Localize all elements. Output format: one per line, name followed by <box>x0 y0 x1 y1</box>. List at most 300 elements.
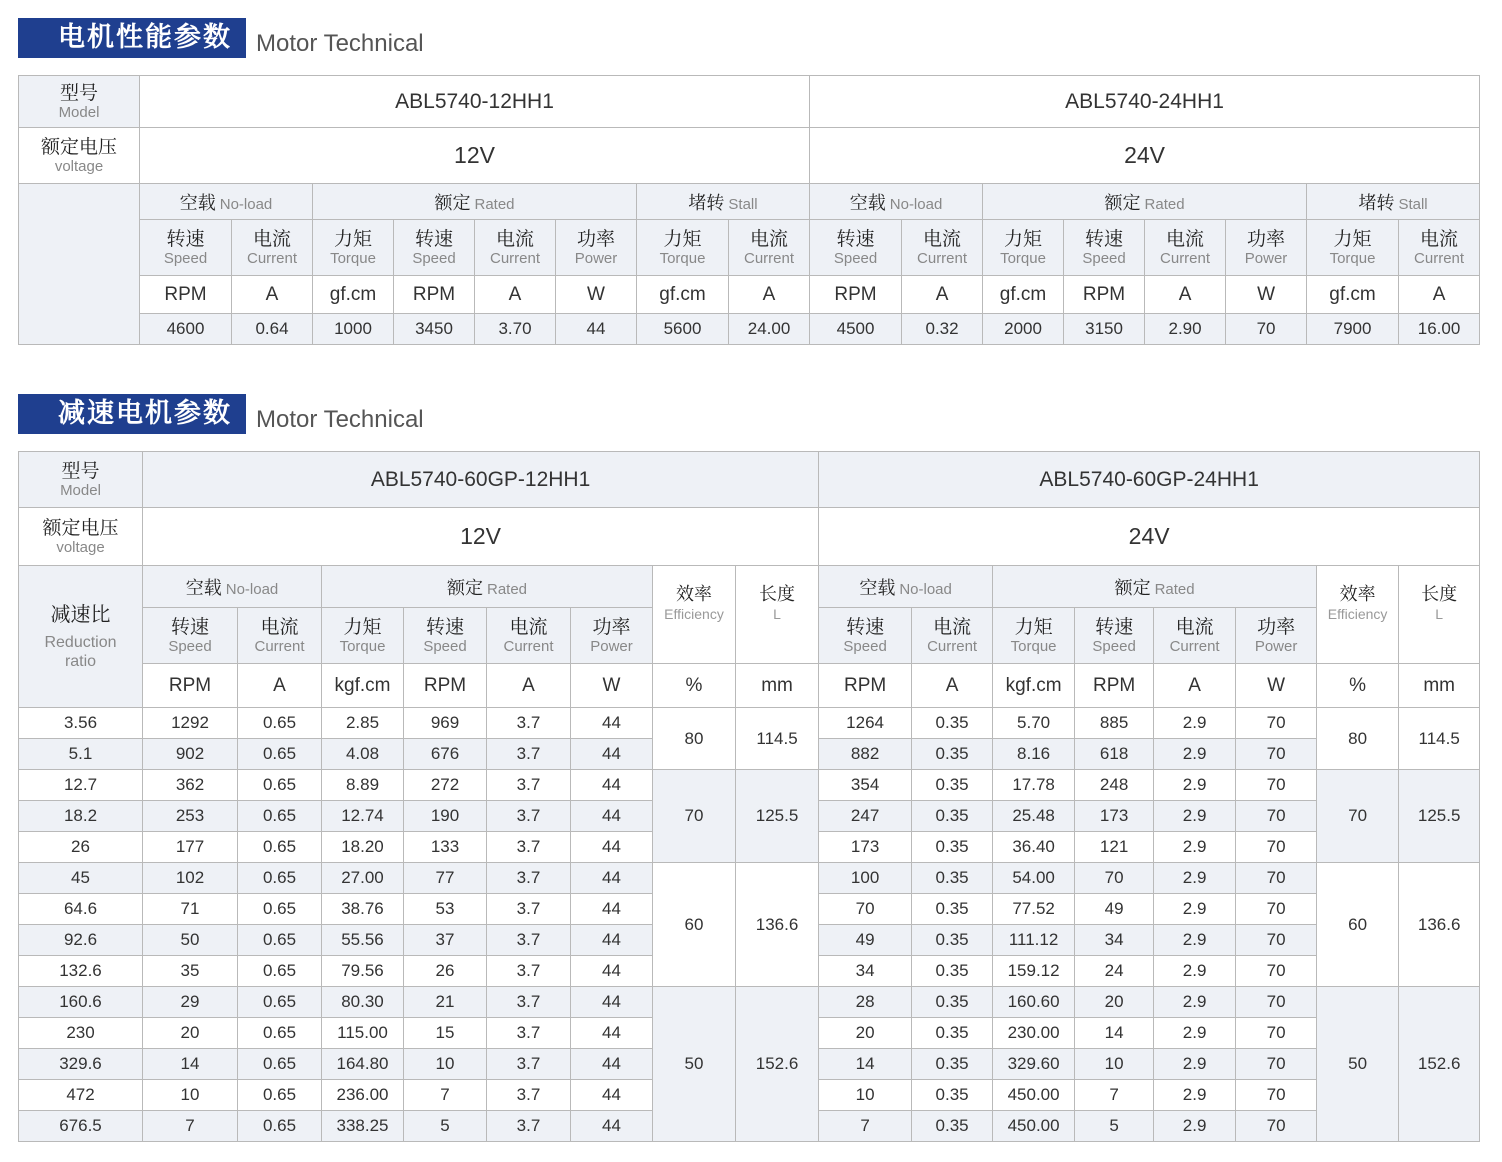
group-noload: 空载 No-load <box>819 566 993 608</box>
value-cell: 102 <box>143 863 238 894</box>
reduction-ratio: 5.1 <box>19 739 143 770</box>
value-cell: 272 <box>404 770 487 801</box>
value-cell: 2.9 <box>1154 894 1236 925</box>
column-header: 功率 Power <box>1236 608 1317 664</box>
value-cell: 20 <box>143 1018 238 1049</box>
value-cell: 0.65 <box>238 1111 322 1142</box>
length-value: 114.5 <box>1399 708 1480 770</box>
length-value: 125.5 <box>736 770 819 863</box>
value-cell: 3.7 <box>487 925 571 956</box>
value-cell: 0.35 <box>912 1049 993 1080</box>
value-cell: 7 <box>819 1111 912 1142</box>
reduction-ratio: 12.7 <box>19 770 143 801</box>
table-row <box>19 708 1480 739</box>
value-cell: 0.65 <box>238 770 322 801</box>
value-cell: 329.60 <box>993 1049 1075 1080</box>
value-cell: 27.00 <box>322 863 404 894</box>
column-header: 力矩 Torque <box>322 608 404 664</box>
value-cell: 3.7 <box>487 739 571 770</box>
value-cell: 1000 <box>313 314 394 345</box>
value-cell: 10 <box>143 1080 238 1111</box>
group-noload: 空载 No-load <box>143 566 322 608</box>
reduction-ratio: 160.6 <box>19 987 143 1018</box>
value-cell: 3.7 <box>487 987 571 1018</box>
model-name: ABL5740-24HH1 <box>810 76 1480 128</box>
value-cell: 3.70 <box>475 314 556 345</box>
value-cell: 44 <box>571 832 653 863</box>
efficiency-value: 80 <box>653 708 736 770</box>
value-cell: 10 <box>1075 1049 1154 1080</box>
value-cell: 70 <box>1236 832 1317 863</box>
group-noload: 空载 No-load <box>140 184 313 220</box>
length-value: 152.6 <box>1399 987 1480 1142</box>
value-cell: 70 <box>1236 1018 1317 1049</box>
value-cell: 50 <box>143 925 238 956</box>
value-cell: 28 <box>819 987 912 1018</box>
column-header: 转速 Speed <box>810 220 902 276</box>
value-cell: 0.35 <box>912 708 993 739</box>
column-header: 电流 Current <box>912 608 993 664</box>
value-cell: 70 <box>1236 708 1317 739</box>
value-cell: 55.56 <box>322 925 404 956</box>
value-cell: 902 <box>143 739 238 770</box>
value-cell: 70 <box>1236 894 1317 925</box>
value-cell: 0.32 <box>902 314 983 345</box>
column-header: 功率 Power <box>571 608 653 664</box>
reduction-ratio-label: 减速比 Reduction ratio <box>19 566 143 708</box>
reduction-ratio: 64.6 <box>19 894 143 925</box>
value-cell: 969 <box>404 708 487 739</box>
value-cell: 70 <box>1226 314 1307 345</box>
value-cell: 14 <box>1075 1018 1154 1049</box>
value-cell: 2.9 <box>1154 739 1236 770</box>
group-rated: 额定 Rated <box>993 566 1317 608</box>
unit-cell: % <box>653 664 736 708</box>
value-cell: 53 <box>404 894 487 925</box>
column-header: 力矩 Torque <box>983 220 1064 276</box>
value-cell: 253 <box>143 801 238 832</box>
value-cell: 34 <box>819 956 912 987</box>
column-header: 力矩 Torque <box>637 220 729 276</box>
value-cell: 35 <box>143 956 238 987</box>
value-cell: 111.12 <box>993 925 1075 956</box>
value-cell: 3.7 <box>487 832 571 863</box>
column-header: 力矩 Torque <box>1307 220 1399 276</box>
value-cell: 38.76 <box>322 894 404 925</box>
value-cell: 0.65 <box>238 956 322 987</box>
value-cell: 0.65 <box>238 894 322 925</box>
length-value: 136.6 <box>736 863 819 987</box>
value-cell: 70 <box>1236 1111 1317 1142</box>
unit-cell: RPM <box>394 276 475 314</box>
value-cell: 2.90 <box>1145 314 1226 345</box>
length-value: 152.6 <box>736 987 819 1142</box>
value-cell: 34 <box>1075 925 1154 956</box>
value-cell: 44 <box>571 1049 653 1080</box>
unit-cell: RPM <box>140 276 232 314</box>
value-cell: 20 <box>1075 987 1154 1018</box>
value-cell: 44 <box>571 863 653 894</box>
value-cell: 36.40 <box>993 832 1075 863</box>
group-noload: 空载 No-load <box>810 184 983 220</box>
value-cell: 79.56 <box>322 956 404 987</box>
value-cell: 3150 <box>1064 314 1145 345</box>
value-cell: 7 <box>143 1111 238 1142</box>
value-cell: 3.7 <box>487 863 571 894</box>
value-cell: 0.65 <box>238 925 322 956</box>
value-cell: 2.9 <box>1154 956 1236 987</box>
value-cell: 70 <box>1236 1080 1317 1111</box>
group-rated: 额定 Rated <box>983 184 1307 220</box>
efficiency-value: 50 <box>653 987 736 1142</box>
length-value: 114.5 <box>736 708 819 770</box>
value-cell: 77 <box>404 863 487 894</box>
motor-title-en: Motor Technical <box>256 30 424 57</box>
value-cell: 0.35 <box>912 1111 993 1142</box>
value-cell: 20 <box>819 1018 912 1049</box>
column-header: 转速 Speed <box>1064 220 1145 276</box>
value-cell: 80.30 <box>322 987 404 1018</box>
value-cell: 618 <box>1075 739 1154 770</box>
value-cell: 247 <box>819 801 912 832</box>
value-cell: 26 <box>404 956 487 987</box>
group-stall: 堵转 Stall <box>637 184 810 220</box>
column-header: 力矩 Torque <box>993 608 1075 664</box>
efficiency-value: 70 <box>1317 770 1399 863</box>
value-cell: 70 <box>1075 863 1154 894</box>
column-header: 电流 Current <box>1145 220 1226 276</box>
unit-cell: A <box>729 276 810 314</box>
value-cell: 0.65 <box>238 1080 322 1111</box>
value-cell: 2.9 <box>1154 770 1236 801</box>
value-cell: 2.9 <box>1154 708 1236 739</box>
value-cell: 70 <box>1236 1049 1317 1080</box>
value-cell: 70 <box>1236 925 1317 956</box>
unit-cell: W <box>1236 664 1317 708</box>
value-cell: 0.65 <box>238 739 322 770</box>
value-cell: 44 <box>571 1018 653 1049</box>
value-cell: 173 <box>1075 801 1154 832</box>
value-cell: 70 <box>1236 956 1317 987</box>
value-cell: 16.00 <box>1399 314 1480 345</box>
column-header: 电流 Current <box>1154 608 1236 664</box>
value-cell: 2.9 <box>1154 925 1236 956</box>
model-name: ABL5740-60GP-24HH1 <box>819 452 1480 508</box>
column-header: 转速 Speed <box>404 608 487 664</box>
table-row <box>19 987 1480 1018</box>
value-cell: 0.35 <box>912 739 993 770</box>
column-header: 电流 Current <box>232 220 313 276</box>
value-cell: 7 <box>1075 1080 1154 1111</box>
value-cell: 17.78 <box>993 770 1075 801</box>
value-cell: 24 <box>1075 956 1154 987</box>
unit-cell: RPM <box>1064 276 1145 314</box>
column-header: 功率 Power <box>556 220 637 276</box>
value-cell: 2.9 <box>1154 863 1236 894</box>
reduction-ratio: 18.2 <box>19 801 143 832</box>
value-cell: 236.00 <box>322 1080 404 1111</box>
value-cell: 3.7 <box>487 1111 571 1142</box>
reduction-ratio: 132.6 <box>19 956 143 987</box>
value-cell: 37 <box>404 925 487 956</box>
value-cell: 1264 <box>819 708 912 739</box>
value-cell: 5.70 <box>993 708 1075 739</box>
value-cell: 8.16 <box>993 739 1075 770</box>
group-rated: 额定 Rated <box>322 566 653 608</box>
unit-cell: W <box>556 276 637 314</box>
value-cell: 5 <box>1075 1111 1154 1142</box>
value-cell: 2.9 <box>1154 801 1236 832</box>
value-cell: 0.35 <box>912 832 993 863</box>
length-value: 136.6 <box>1399 863 1480 987</box>
unit-cell: gf.cm <box>1307 276 1399 314</box>
value-cell: 10 <box>819 1080 912 1111</box>
value-cell: 70 <box>1236 770 1317 801</box>
unit-cell: gf.cm <box>983 276 1064 314</box>
group-length: 长度 L <box>1399 566 1480 664</box>
group-length: 长度 L <box>736 566 819 664</box>
table-row <box>19 770 1480 801</box>
unit-cell: kgf.cm <box>993 664 1075 708</box>
table-row <box>19 863 1480 894</box>
value-cell: 2000 <box>983 314 1064 345</box>
value-cell: 70 <box>1236 863 1317 894</box>
voltage-label: 额定电压 voltage <box>19 128 140 184</box>
value-cell: 2.9 <box>1154 1018 1236 1049</box>
column-header: 转速 Speed <box>394 220 475 276</box>
reduction-ratio: 230 <box>19 1018 143 1049</box>
gear-title-en: Motor Technical <box>256 406 424 433</box>
reduction-ratio: 472 <box>19 1080 143 1111</box>
value-cell: 0.35 <box>912 863 993 894</box>
value-cell: 450.00 <box>993 1080 1075 1111</box>
value-cell: 7900 <box>1307 314 1399 345</box>
value-cell: 29 <box>143 987 238 1018</box>
column-header: 转速 Speed <box>143 608 238 664</box>
value-cell: 0.35 <box>912 1018 993 1049</box>
value-cell: 0.65 <box>238 801 322 832</box>
unit-cell: % <box>1317 664 1399 708</box>
value-cell: 0.35 <box>912 801 993 832</box>
unit-cell: RPM <box>810 276 902 314</box>
value-cell: 160.60 <box>993 987 1075 1018</box>
value-cell: 0.65 <box>238 863 322 894</box>
value-cell: 159.12 <box>993 956 1075 987</box>
value-cell: 676 <box>404 739 487 770</box>
voltage-label: 额定电压 voltage <box>19 508 143 566</box>
value-cell: 3.7 <box>487 894 571 925</box>
value-cell: 7 <box>404 1080 487 1111</box>
value-cell: 0.65 <box>238 832 322 863</box>
reduction-ratio: 676.5 <box>19 1111 143 1142</box>
efficiency-value: 80 <box>1317 708 1399 770</box>
value-cell: 3.7 <box>487 708 571 739</box>
unit-cell: RPM <box>404 664 487 708</box>
value-cell: 8.89 <box>322 770 404 801</box>
column-header: 电流 Current <box>729 220 810 276</box>
value-cell: 121 <box>1075 832 1154 863</box>
unit-cell: A <box>487 664 571 708</box>
value-cell: 3.7 <box>487 801 571 832</box>
value-cell: 12.74 <box>322 801 404 832</box>
value-cell: 21 <box>404 987 487 1018</box>
value-cell: 338.25 <box>322 1111 404 1142</box>
value-cell: 3450 <box>394 314 475 345</box>
value-cell: 2.9 <box>1154 1111 1236 1142</box>
unit-cell: W <box>1226 276 1307 314</box>
unit-cell: RPM <box>143 664 238 708</box>
value-cell: 4.08 <box>322 739 404 770</box>
blank-cell <box>19 184 140 345</box>
value-cell: 0.35 <box>912 894 993 925</box>
unit-cell: A <box>1399 276 1480 314</box>
column-header: 电流 Current <box>475 220 556 276</box>
efficiency-value: 70 <box>653 770 736 863</box>
value-cell: 5600 <box>637 314 729 345</box>
value-cell: 3.7 <box>487 956 571 987</box>
value-cell: 164.80 <box>322 1049 404 1080</box>
unit-cell: A <box>1154 664 1236 708</box>
value-cell: 14 <box>819 1049 912 1080</box>
value-cell: 70 <box>819 894 912 925</box>
value-cell: 230.00 <box>993 1018 1075 1049</box>
value-cell: 77.52 <box>993 894 1075 925</box>
value-cell: 115.00 <box>322 1018 404 1049</box>
value-cell: 100 <box>819 863 912 894</box>
unit-cell: A <box>1145 276 1226 314</box>
motor-title-cn: 电机性能参数 <box>18 18 246 58</box>
value-cell: 15 <box>404 1018 487 1049</box>
unit-cell: A <box>232 276 313 314</box>
value-cell: 0.65 <box>238 708 322 739</box>
column-header: 力矩 Torque <box>313 220 394 276</box>
column-header: 转速 Speed <box>140 220 232 276</box>
value-cell: 44 <box>556 314 637 345</box>
rated-voltage: 12V <box>140 128 810 184</box>
reduction-ratio: 45 <box>19 863 143 894</box>
reduction-ratio: 329.6 <box>19 1049 143 1080</box>
reduction-ratio: 26 <box>19 832 143 863</box>
value-cell: 3.7 <box>487 1080 571 1111</box>
value-cell: 2.9 <box>1154 987 1236 1018</box>
value-cell: 2.9 <box>1154 1080 1236 1111</box>
group-efficiency: 效率 Efficiency <box>1317 566 1399 664</box>
value-cell: 0.35 <box>912 987 993 1018</box>
value-cell: 10 <box>404 1049 487 1080</box>
value-cell: 190 <box>404 801 487 832</box>
value-cell: 44 <box>571 739 653 770</box>
value-cell: 44 <box>571 925 653 956</box>
value-cell: 44 <box>571 894 653 925</box>
value-cell: 450.00 <box>993 1111 1075 1142</box>
value-cell: 885 <box>1075 708 1154 739</box>
value-cell: 3.7 <box>487 1018 571 1049</box>
column-header: 电流 Current <box>902 220 983 276</box>
value-cell: 0.35 <box>912 770 993 801</box>
value-cell: 3.7 <box>487 1049 571 1080</box>
unit-cell: RPM <box>819 664 912 708</box>
reduction-ratio: 92.6 <box>19 925 143 956</box>
value-cell: 0.65 <box>238 1018 322 1049</box>
model-label: 型号 Model <box>19 452 143 508</box>
value-cell: 362 <box>143 770 238 801</box>
gear-title-cn: 减速电机参数 <box>18 394 246 434</box>
value-cell: 2.9 <box>1154 1049 1236 1080</box>
efficiency-value: 60 <box>653 863 736 987</box>
value-cell: 70 <box>1236 801 1317 832</box>
efficiency-value: 50 <box>1317 987 1399 1142</box>
value-cell: 49 <box>1075 894 1154 925</box>
rated-voltage: 24V <box>819 508 1480 566</box>
value-cell: 177 <box>143 832 238 863</box>
group-stall: 堵转 Stall <box>1307 184 1480 220</box>
column-header: 电流 Current <box>487 608 571 664</box>
unit-cell: A <box>902 276 983 314</box>
value-cell: 2.85 <box>322 708 404 739</box>
column-header: 电流 Current <box>1399 220 1480 276</box>
value-cell: 0.35 <box>912 925 993 956</box>
value-cell: 44 <box>571 1111 653 1142</box>
unit-cell: mm <box>736 664 819 708</box>
value-cell: 44 <box>571 956 653 987</box>
value-cell: 24.00 <box>729 314 810 345</box>
value-cell: 49 <box>819 925 912 956</box>
value-cell: 0.35 <box>912 956 993 987</box>
value-cell: 173 <box>819 832 912 863</box>
value-cell: 71 <box>143 894 238 925</box>
motor-spec-table <box>18 75 1480 345</box>
model-name: ABL5740-60GP-12HH1 <box>143 452 819 508</box>
value-cell: 248 <box>1075 770 1154 801</box>
reduction-ratio: 3.56 <box>19 708 143 739</box>
value-cell: 3.7 <box>487 770 571 801</box>
length-value: 125.5 <box>1399 770 1480 863</box>
efficiency-value: 60 <box>1317 863 1399 987</box>
value-cell: 70 <box>1236 739 1317 770</box>
model-label: 型号 Model <box>19 76 140 128</box>
value-cell: 44 <box>571 770 653 801</box>
value-cell: 44 <box>571 1080 653 1111</box>
column-header: 转速 Speed <box>1075 608 1154 664</box>
value-cell: 0.65 <box>238 987 322 1018</box>
value-cell: 0.35 <box>912 1080 993 1111</box>
column-header: 转速 Speed <box>819 608 912 664</box>
value-cell: 1292 <box>143 708 238 739</box>
value-cell: 2.9 <box>1154 832 1236 863</box>
unit-cell: RPM <box>1075 664 1154 708</box>
value-cell: 25.48 <box>993 801 1075 832</box>
unit-cell: A <box>238 664 322 708</box>
value-cell: 5 <box>404 1111 487 1142</box>
value-cell: 54.00 <box>993 863 1075 894</box>
value-cell: 44 <box>571 987 653 1018</box>
unit-cell: A <box>912 664 993 708</box>
group-efficiency: 效率 Efficiency <box>653 566 736 664</box>
group-rated: 额定 Rated <box>313 184 637 220</box>
unit-cell: W <box>571 664 653 708</box>
value-cell: 133 <box>404 832 487 863</box>
value-cell: 354 <box>819 770 912 801</box>
value-cell: 18.20 <box>322 832 404 863</box>
unit-cell: A <box>475 276 556 314</box>
gear-spec-table <box>18 451 1480 1142</box>
column-header: 功率 Power <box>1226 220 1307 276</box>
value-cell: 44 <box>571 708 653 739</box>
value-cell: 70 <box>1236 987 1317 1018</box>
value-cell: 0.65 <box>238 1049 322 1080</box>
value-cell: 882 <box>819 739 912 770</box>
model-name: ABL5740-12HH1 <box>140 76 810 128</box>
